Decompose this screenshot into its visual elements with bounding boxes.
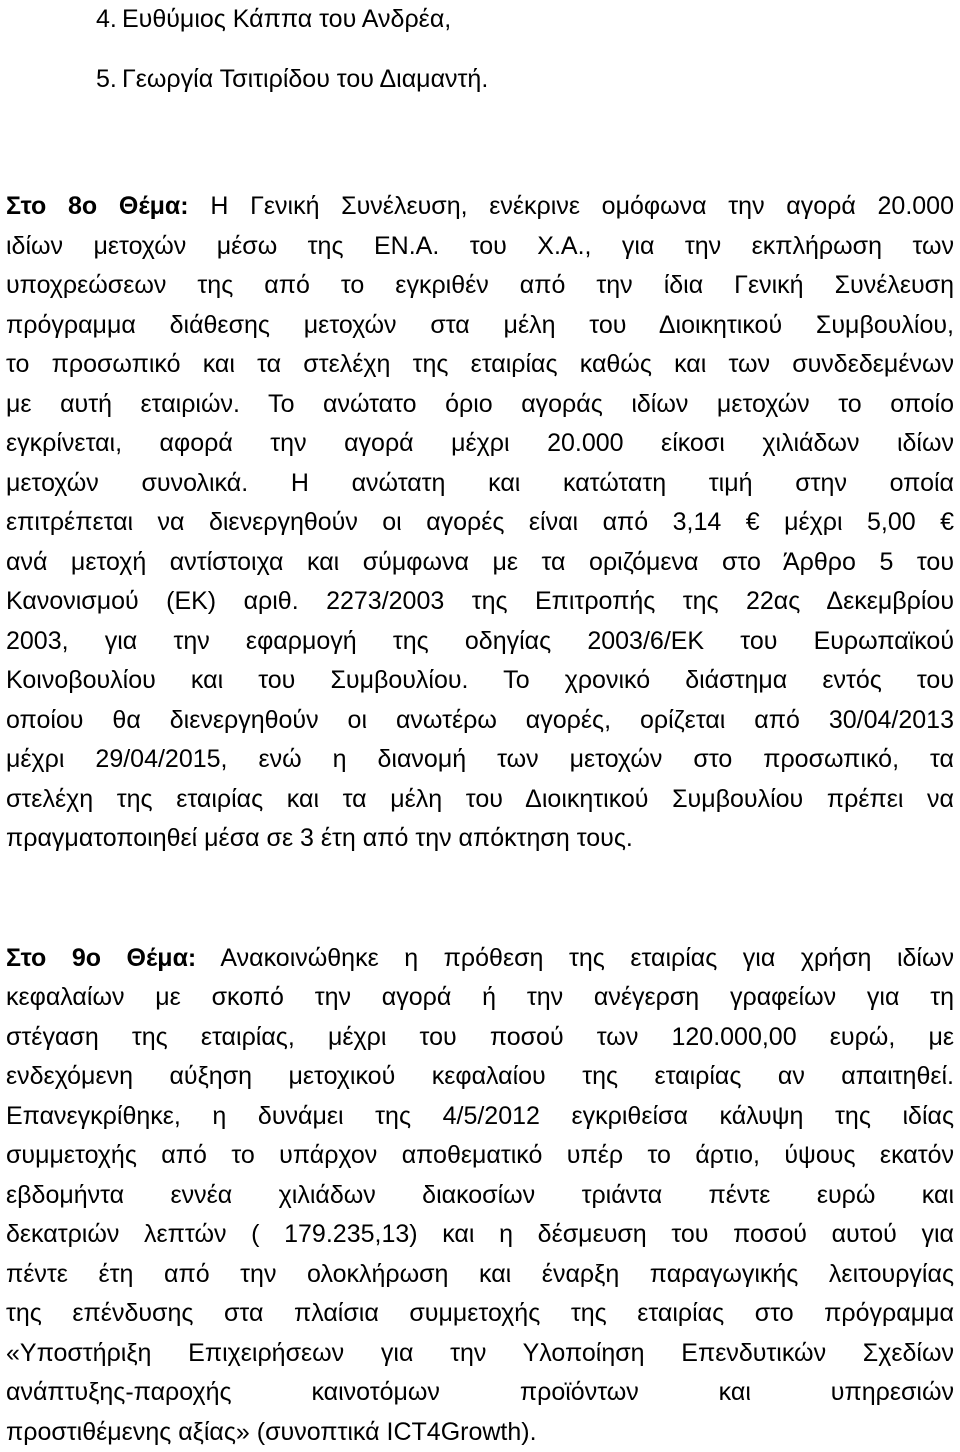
list-item bbox=[6, 0, 954, 38]
paragraph-line: το προσωπικό και τα στελέχη της εταιρίας καθώς και των συνδεδεμένων bbox=[6, 345, 954, 385]
paragraph-line: υποχρεώσεων της από το εγκριθέν από την ίδια Γενική Συνέλευση bbox=[6, 266, 954, 306]
paragraph-line: 2003, για την εφαρμογή της οδηγίας 2003/6/ΕΚ του Ευρωπαϊκού bbox=[6, 622, 954, 662]
list-number: 4. bbox=[96, 5, 122, 34]
paragraph-line: Κοινοβουλίου και του Συμβουλίου. Το χρονικό διάστημα εντός του bbox=[6, 661, 954, 701]
paragraph-line: «Υποστήριξη Επιχειρήσεων για την Υλοποίηση Επενδυτικών Σχεδίων bbox=[6, 1334, 954, 1374]
paragraph-line: πραγματοποιηθεί μέσα σε 3 έτη από την απόκτηση τους. bbox=[6, 819, 954, 859]
paragraph-line: επιτρέπεται να διενεργηθούν οι αγορές είναι από 3,14 € μέχρι 5,00 € bbox=[6, 503, 954, 543]
list-item bbox=[6, 60, 954, 98]
paragraph-line: προστιθέμενης αξίας» (συνοπτικά ICT4Growth). bbox=[6, 1413, 954, 1452]
list-text: Γεωργία Τσιτιρίδου του Διαμαντή. bbox=[122, 65, 488, 94]
paragraph-line bbox=[6, 187, 954, 227]
item-8-paragraph bbox=[6, 187, 954, 859]
paragraph-line: μετοχών συνολικά. Η ανώτατη και κατώτατη τιμή στην οποία bbox=[6, 464, 954, 504]
paragraph-line: ενδεχόμενη αύξηση μετοχικού κεφαλαίου της εταιρίας αν απαιτηθεί. bbox=[6, 1057, 954, 1097]
paragraph-line: της επένδυσης στα πλαίσια συμμετοχής της εταιρίας στο πρόγραμμα bbox=[6, 1294, 954, 1334]
item-9-paragraph bbox=[6, 939, 954, 1452]
paragraph-line: μέχρι 29/04/2015, ενώ η διανομή των μετοχών στο προσωπικό, τα bbox=[6, 740, 954, 780]
item-8-heading: Στο 8ο Θέμα: bbox=[6, 192, 189, 220]
paragraph-line bbox=[6, 939, 954, 979]
paragraph-line: δεκατριών λεπτών ( 179.235,13) και η δέσμευση του ποσού αυτού για bbox=[6, 1215, 954, 1255]
paragraph-line: στελέχη της εταιρίας και τα μέλη του Διοικητικού Συμβουλίου πρέπει να bbox=[6, 780, 954, 820]
paragraph-line: στέγαση της εταιρίας, μέχρι του ποσού των 120.000,00 ευρώ, με bbox=[6, 1018, 954, 1058]
name-list bbox=[6, 0, 954, 98]
list-text: Ευθύμιος Κάππα του Ανδρέα, bbox=[122, 5, 451, 34]
paragraph-line: εγκρίνεται, αφορά την αγορά μέχρι 20.000 είκοσι χιλιάδων ιδίων bbox=[6, 424, 954, 464]
paragraph-line: εβδομήντα εννέα χιλιάδων διακοσίων τριάντα πέντε ευρώ και bbox=[6, 1176, 954, 1216]
paragraph-line: ανά μετοχή αντίστοιχα και σύμφωνα με τα οριζόμενα στο Άρθρο 5 του bbox=[6, 543, 954, 583]
item-9-heading: Στο 9ο Θέμα: bbox=[6, 944, 196, 972]
paragraph-line: Επανεγκρίθηκε, η δυνάμει της 4/5/2012 εγκριθείσα κάλυψη της ιδίας bbox=[6, 1097, 954, 1137]
paragraph-line: με αυτή εταιριών. Το ανώτατο όριο αγοράς ιδίων μετοχών το οποίο bbox=[6, 385, 954, 425]
paragraph-line: κεφαλαίων με σκοπό την αγορά ή την ανέγερση γραφείων για τη bbox=[6, 978, 954, 1018]
paragraph-line: ανάπτυξης-παροχής καινοτόμων προϊόντων και υπηρεσιών bbox=[6, 1373, 954, 1413]
paragraph-line: πέντε έτη από την ολοκλήρωση και έναρξη παραγωγικής λειτουργίας bbox=[6, 1255, 954, 1295]
paragraph-line: ιδίων μετοχών μέσω της ΕΝ.Α. του Χ.Α., για την εκπλήρωση των bbox=[6, 227, 954, 267]
paragraph-line: πρόγραμμα διάθεσης μετοχών στα μέλη του Διοικητικού Συμβουλίου, bbox=[6, 306, 954, 346]
line-text: Ανακοινώθηκε η πρόθεση της εταιρίας για χρήση ιδίων bbox=[196, 944, 954, 972]
paragraph-line: Κανονισμού (ΕΚ) αριθ. 2273/2003 της Επιτροπής της 22ας Δεκεμβρίου bbox=[6, 582, 954, 622]
line-text: Η Γενική Συνέλευση, ενέκρινε ομόφωνα την αγορά 20.000 bbox=[189, 192, 954, 220]
paragraph-line: συμμετοχής από το υπάρχον αποθεματικό υπέρ το άρτιο, ύψους εκατόν bbox=[6, 1136, 954, 1176]
list-number: 5. bbox=[96, 65, 122, 94]
paragraph-line: οποίου θα διενεργηθούν οι ανωτέρω αγορές, ορίζεται από 30/04/2013 bbox=[6, 701, 954, 741]
